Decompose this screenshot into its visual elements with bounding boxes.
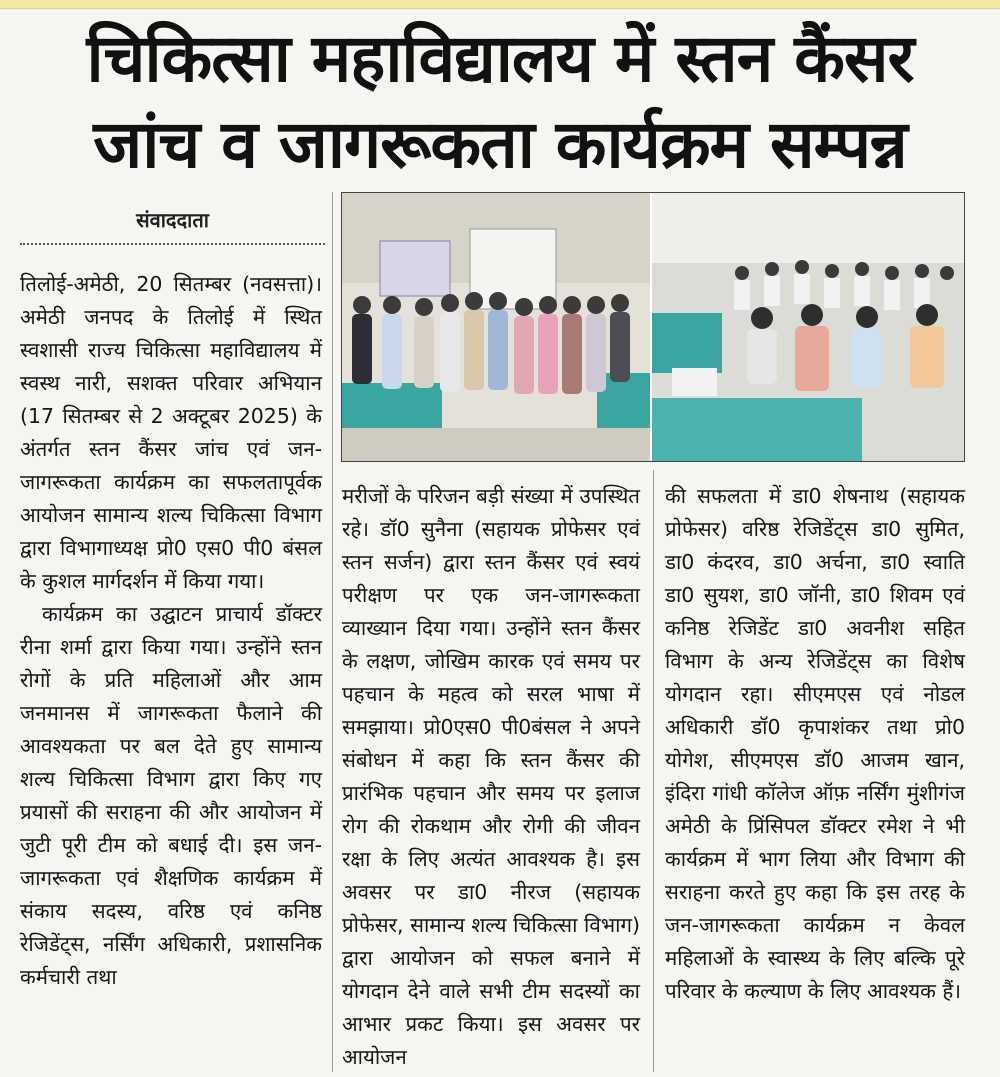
column-separator-1 <box>332 192 333 1072</box>
paragraph-1: तिलोई-अमेठी, 20 सितम्बर (नवसत्ता)। अमेठी जनपद के तिलोई में स्थित स्वशासी राज्य चिकित्सा महाविद्यालय में स्वस्थ नारी, सशक्त परिवार अभियान (17 सितम्बर से 2 अक्टूबर 2025) के अंतर्गत स्तन कैंसर जांच एवं जन-जागरूकता कार्यक्रम का सफलतापूर्वक आयोजन सामान्य शल्य चिकित्सा विभाग द्वारा विभागाध्यक्ष प्रो0 एस0 पी0 बंसल के कुशल मार्गदर्शन में किया गया। <box>20 272 322 593</box>
article-column-2 <box>342 480 640 1074</box>
column-separator-2 <box>653 470 654 1072</box>
headline-line-2: जांच व जागरूकता कार्यक्रम सम्पन्न <box>93 106 907 183</box>
top-color-strip <box>0 0 1000 9</box>
byline: संवाददाता <box>136 208 209 232</box>
event-photo-illustration <box>342 193 964 461</box>
news-photo <box>341 192 965 462</box>
headline-line-1: चिकित्सा महाविद्यालय में स्तन कैंसर <box>86 20 914 97</box>
photo-divider <box>650 193 652 461</box>
article-column-1 <box>20 268 322 994</box>
paragraph-4: की सफलता में डा0 शेषनाथ (सहायक प्रोफेसर) वरिष्ठ रेजिडेंट्स डा0 सुमित, डा0 कंदरव, डा0 अर्चना, डा0 स्वाति डा0 सुयश, डा0 जॉनी, डा0 शिवम एवं कनिष्ठ रेजिडेंट डा0 अवनीश सहित विभाग के अन्य रेजिडेंट्स का विशेष योगदान रहा। सीएमएस एवं नोडल अधिकारी डॉ0 कृपाशंकर तथा प्रो0 योगेश, सीएमएस डॉ0 आजम खान, इंदिरा गांधी कॉलेज ऑफ़ नर्सिंग मुंशीगंज अमेठी के प्रिंसिपल डॉक्टर रमेश ने भी कार्यक्रम में भाग लिया और विभाग की सराहना करते हुए कहा कि इस तरह के जन-जागरूकता कार्यक्रम न केवल महिलाओं के स्वास्थ्य के लिए बल्कि पूरे परिवार के कल्याण के लिए आवश्यक हैं। <box>665 484 965 1003</box>
paragraph-2: कार्यक्रम का उद्घाटन प्राचार्य डॉक्टर रीना शर्मा द्वारा किया गया। उन्होंने स्तन रोगों के प्रति महिलाओं और आम जनमानस में जागरूकता फैलाने की आवश्यकता पर बल देते हुए सामान्य शल्य चिकित्सा विभाग द्वारा किए गए प्रयासों की सराहना की और आयोजन में जुटी पूरी टीम को बधाई दी। इस जन-जागरूकता एवं शैक्षणिक कार्यक्रम में संकाय सदस्य, वरिष्ठ एवं कनिष्ठ रेजिडेंट्स, नर्सिंग अधिकारी, प्रशासनिक कर्मचारी तथा <box>20 602 322 989</box>
headline <box>10 16 990 188</box>
article-column-3 <box>665 480 965 1008</box>
paragraph-3: मरीजों के परिजन बड़ी संख्या में उपस्थित रहे। डॉ0 सुनैना (सहायक प्रोफेसर एवं स्तन सर्जन) द्वारा स्तन कैंसर एवं स्वयं परीक्षण पर एक जन-जागरूकता व्याख्यान दिया गया। उन्होंने स्तन कैंसर के लक्षण, जोखिम कारक एवं समय पर पहचान के महत्व को सरल भाषा में समझाया। प्रो0एस0 पी0बंसल ने अपने संबोधन में कहा कि स्तन कैंसर की प्रारंभिक पहचान और समय पर इलाज रोग की रोकथाम और रोगी की जीवन रक्षा के लिए अत्यंत आवश्यक है। इस अवसर पर डा0 नीरज (सहायक प्रोफेसर, सामान्य शल्य चिकित्सा विभाग) द्वारा आयोजन को सफल बनाने में योगदान देने वाले सभी टीम सदस्यों का आभार प्रकट किया। इस अवसर पर आयोजन <box>342 484 640 1069</box>
byline-divider <box>20 243 325 245</box>
